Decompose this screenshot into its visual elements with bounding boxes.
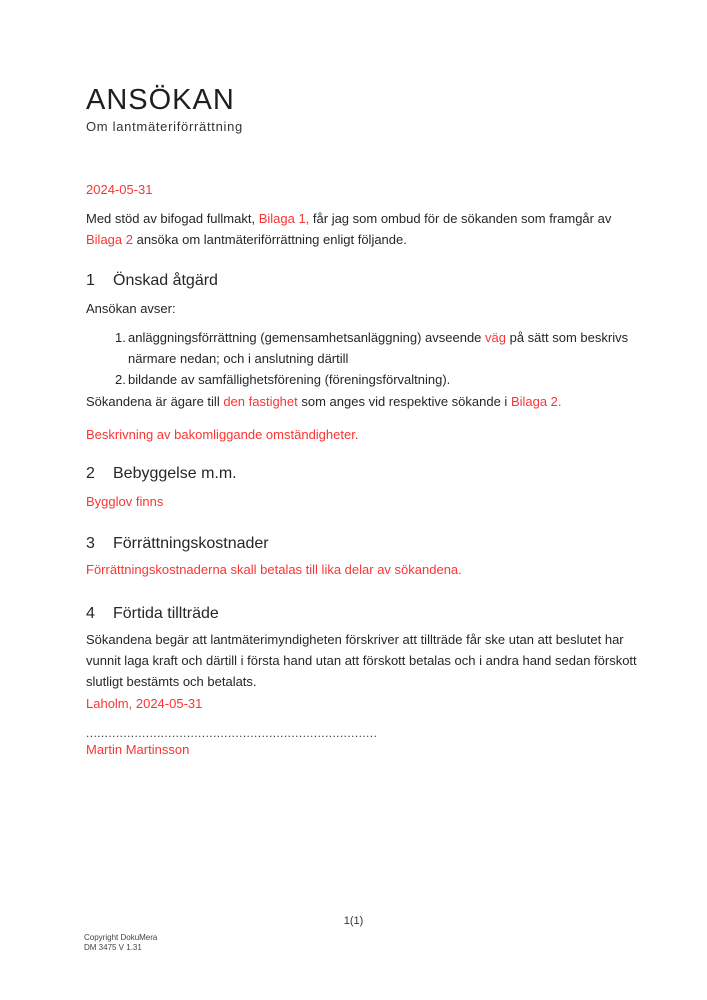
list-item-fragment: på sätt som beskrivs närmare nedan; och i anslutning därtill (128, 330, 629, 366)
attachment-2-reference: Bilaga 2 (86, 232, 133, 247)
intro-text: ansöka om lantmäteriförrättning enligt följande. (132, 232, 407, 247)
section-title: Önskad åtgärd (113, 272, 218, 289)
page-subtitle: Om lantmäteriförrättning (86, 119, 243, 134)
list-item-text: bildande av samfällighetsförening (föreningsförvaltning). (128, 372, 451, 387)
list-item (115, 369, 634, 390)
early-access-paragraph: Sökandena begär att lantmäterimyndigheten förskriver att tillträde får ske utan att beslutet har vunnit laga kraft och därtill i första hand utan att förskott betalas och i andra hand sedan förskott slutligt bestämts och betalats. (86, 632, 637, 689)
background-note: Beskrivning av bakomliggande omständigheter. (86, 427, 359, 442)
section-number: 2 (86, 465, 95, 482)
list-item-fragment: anläggningsförrättning (gemensamhetsanläggning) avseende (128, 330, 486, 345)
section-number: 3 (86, 535, 95, 552)
section-number: 1 (86, 272, 95, 289)
document-date: 2024-05-31 (86, 182, 153, 197)
document-header (86, 84, 243, 134)
attachment-1-reference: Bilaga 1, (258, 211, 310, 226)
list-item (115, 327, 634, 369)
building-permit-note: Bygglov finns (86, 494, 164, 509)
section-title: Förtida tillträde (113, 605, 219, 622)
measures-list (86, 327, 634, 390)
section-number: 4 (86, 605, 95, 622)
list-item-number: 1. (115, 330, 126, 345)
signatory-name: Martin Martinsson (86, 742, 190, 757)
intro-text: Med stöd av bifogad fullmakt, (86, 211, 259, 226)
section-1-lead: Ansökan avser: (86, 301, 176, 316)
place-and-date: Laholm, 2024-05-31 (86, 696, 203, 711)
placeholder-road: väg (485, 330, 506, 345)
version-line: DM 3475 V 1.31 (84, 943, 142, 952)
section-title: Bebyggelse m.m. (113, 465, 237, 482)
section-heading-1 (86, 271, 218, 291)
placeholder-property: den fastighet (223, 394, 298, 409)
intro-text: får jag som ombud för de sökanden som framgår av (309, 211, 612, 226)
signature-line: .............................................................................. (86, 726, 378, 740)
owners-text: Sökandena är ägare till (86, 394, 224, 409)
footer-copyright (84, 933, 157, 953)
section-heading-2 (86, 464, 237, 484)
owners-paragraph (86, 391, 634, 412)
page-title: ANSÖKAN (86, 84, 235, 116)
copyright-line: Copyright DokuMera (84, 933, 158, 942)
costs-note: Förrättningskostnaderna skall betalas till lika delar av sökandena. (86, 562, 462, 577)
intro-paragraph (86, 208, 634, 250)
owners-text: som anges vid respektive sökande i (297, 394, 511, 409)
list-item-number: 2. (115, 372, 126, 387)
section-heading-3 (86, 534, 269, 554)
attachment-2-reference: Bilaga 2. (510, 394, 562, 409)
page-number: 1(1) (343, 915, 364, 927)
section-title: Förrättningskostnader (113, 535, 269, 552)
section-heading-4 (86, 604, 219, 624)
list-item-text (128, 327, 634, 369)
